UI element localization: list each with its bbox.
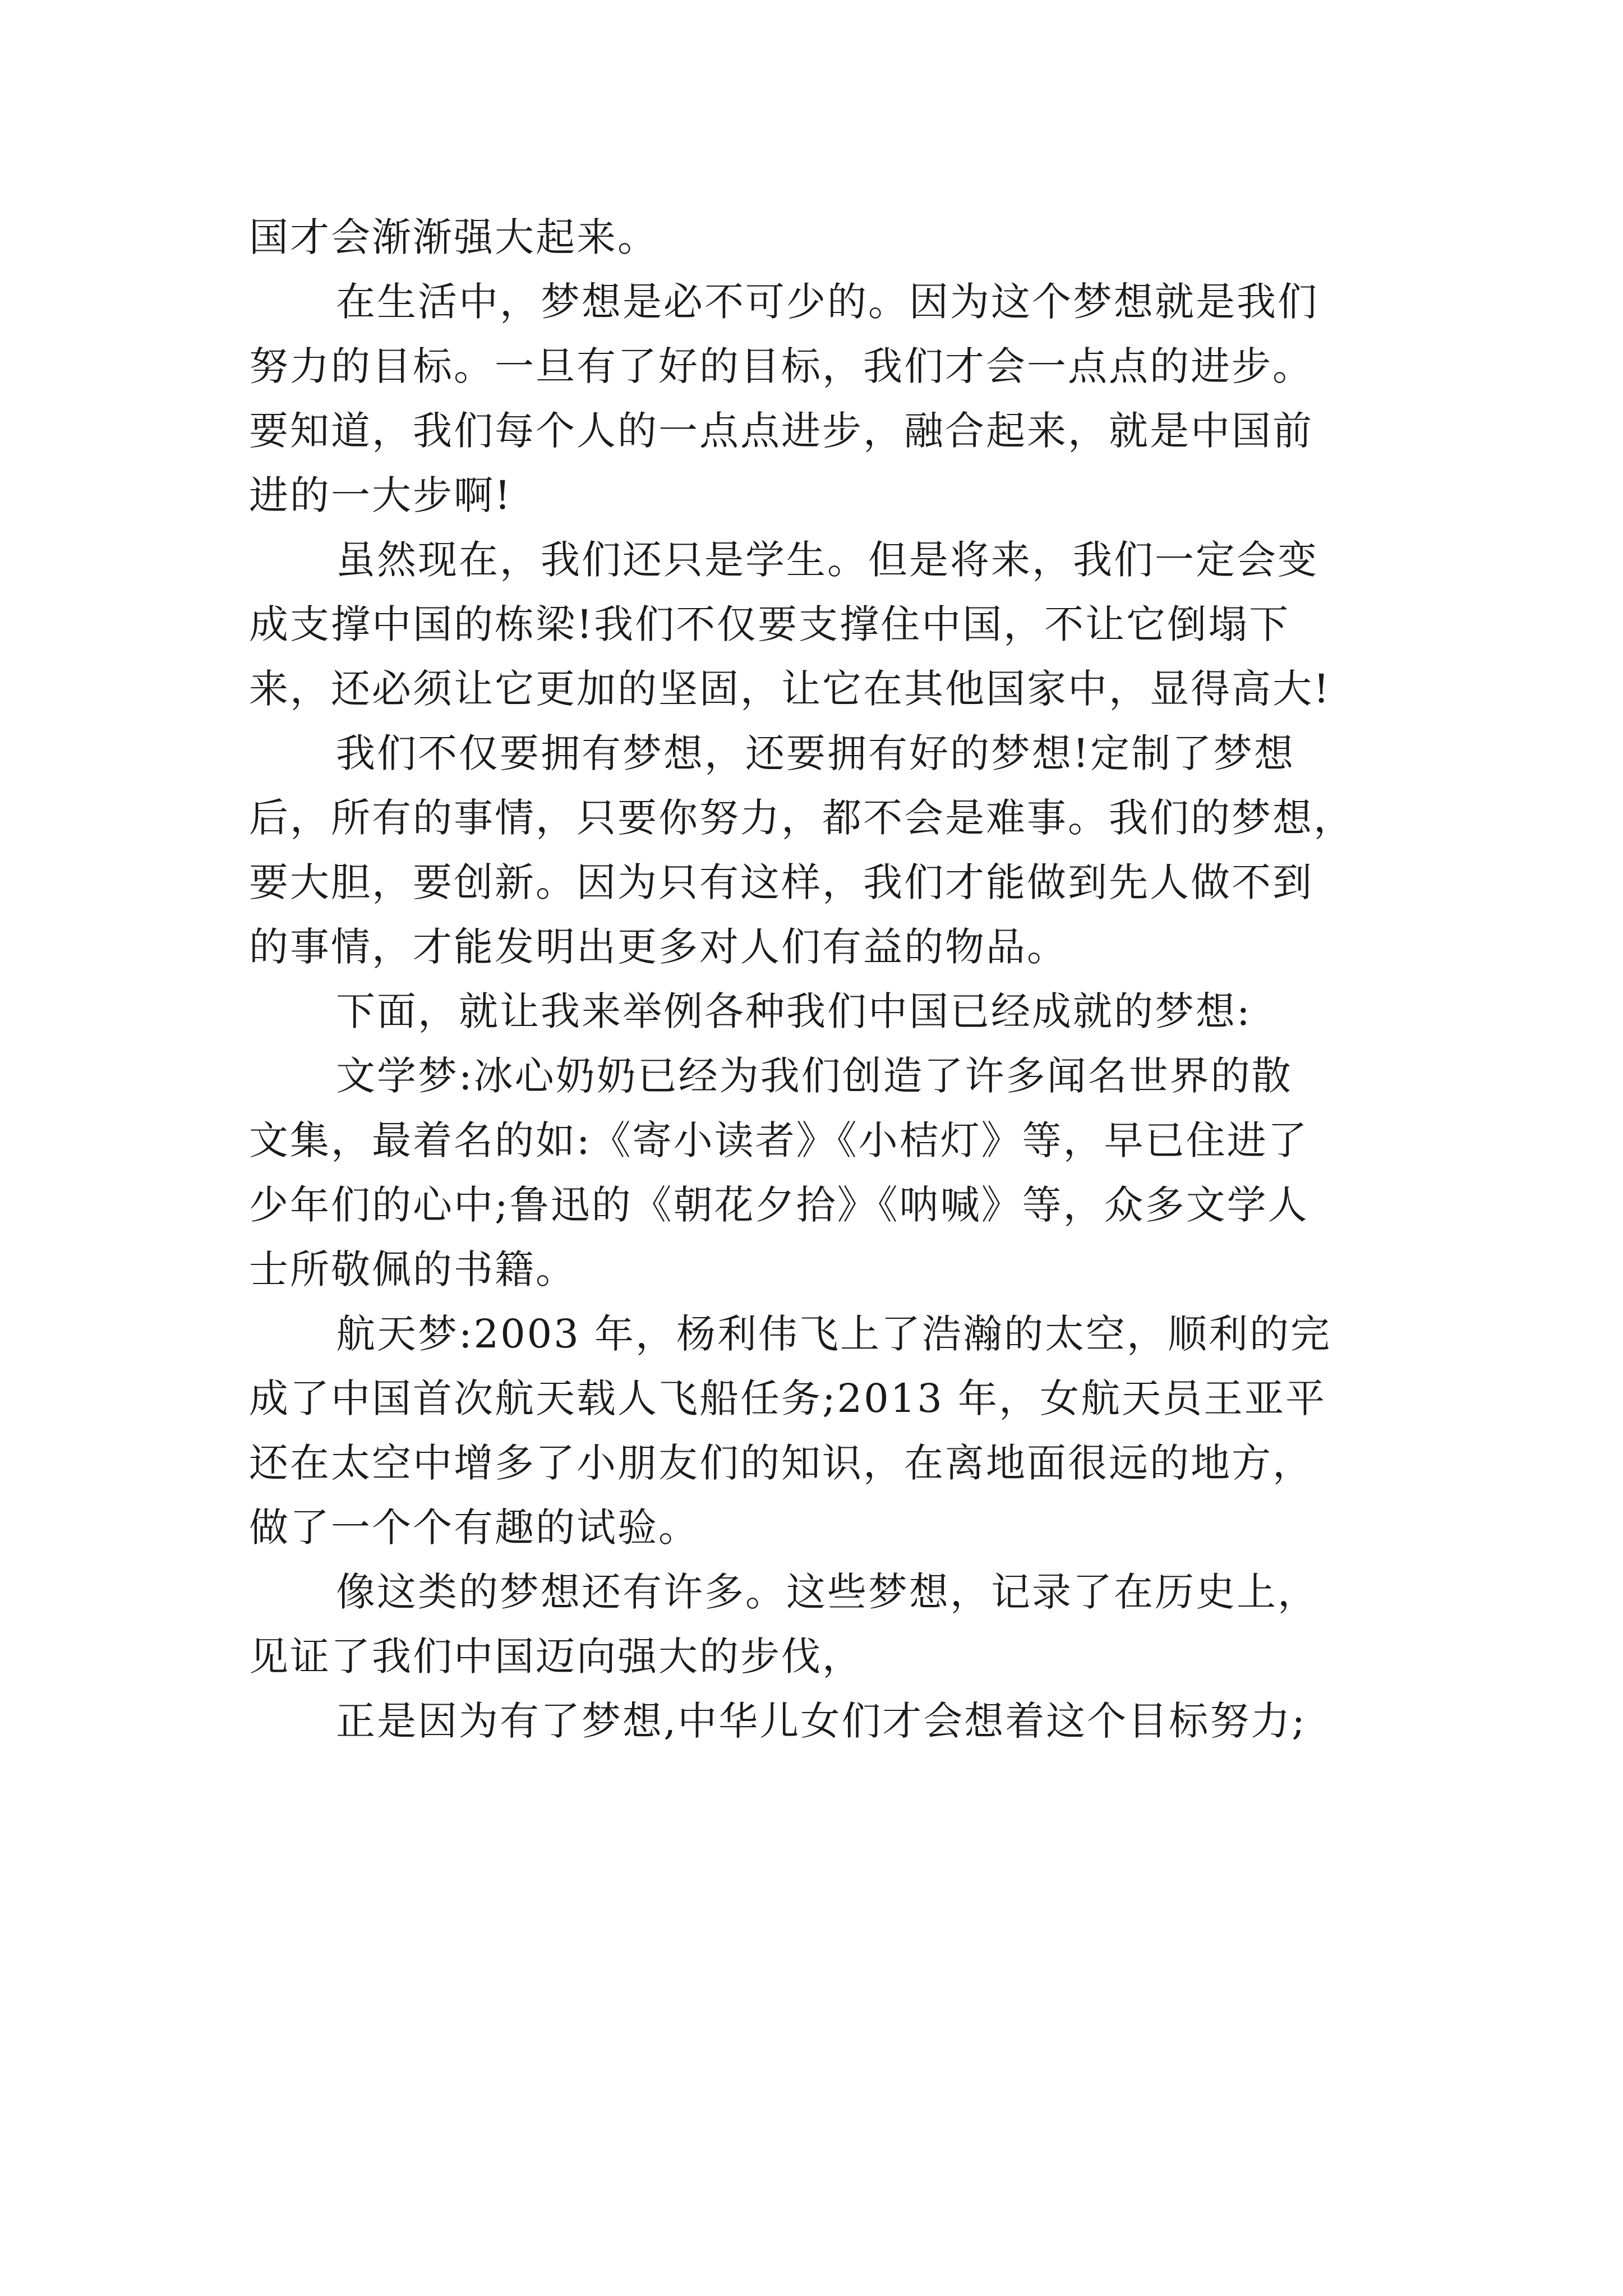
text-line: 士所敬佩的书籍。 xyxy=(249,1246,577,1292)
text-line: 还在太空中增多了小朋友们的知识，在离地面很远的地方， xyxy=(249,1440,1313,1486)
text-line: 虽然现在，我们还只是学生。但是将来，我们一定会变 xyxy=(336,537,1318,583)
text-line: 像这类的梦想还有许多。这些梦想，记录了在历史上， xyxy=(336,1569,1318,1615)
text-line: 要知道，我们每个人的一点点进步，融合起来，就是中国前 xyxy=(249,408,1313,454)
text-line: 成支撑中国的栋梁!我们不仅要支撑住中国，不让它倒塌下 xyxy=(249,601,1290,647)
text-line: 来，还必须让它更加的坚固，让它在其他国家中，显得高大! xyxy=(249,666,1331,712)
text-line: 后，所有的事情，只要你努力，都不会是难事。我们的梦想， xyxy=(249,795,1354,841)
text-line: 努力的目标。一旦有了好的目标，我们才会一点点的进步。 xyxy=(249,343,1313,389)
text-line: 少年们的心中;鲁迅的《朝花夕拾》《呐喊》等，众多文学人 xyxy=(249,1182,1309,1228)
text-line: 在生活中，梦想是必不可少的。因为这个梦想就是我们 xyxy=(336,279,1318,325)
text-line: 见证了我们中国迈向强大的步伐， xyxy=(249,1634,863,1680)
text-line: 成了中国首次航天载人飞船任务;2013 年，女航天员王亚平 xyxy=(249,1375,1326,1421)
text-line: 国才会渐渐强大起来。 xyxy=(249,214,658,260)
body-text xyxy=(249,205,1399,1754)
text-line: 我们不仅要拥有梦想，还要拥有好的梦想!定制了梦想 xyxy=(336,730,1295,776)
text-line: 要大胆，要创新。因为只有这样，我们才能做到先人做不到 xyxy=(249,859,1313,905)
text-line: 下面，就让我来举例各种我们中国已经成就的梦想: xyxy=(336,988,1252,1034)
text-line: 文集，最着名的如:《寄小读者》《小桔灯》等，早已住进了 xyxy=(249,1117,1309,1163)
text-line: 正是因为有了梦想,中华儿女们才会想着这个目标努力; xyxy=(336,1698,1307,1744)
text-line: 文学梦:冰心奶奶已经为我们创造了许多闻名世界的散 xyxy=(336,1053,1293,1099)
text-line: 做了一个个有趣的试验。 xyxy=(249,1504,699,1550)
text-line: 的事情，才能发明出更多对人们有益的物品。 xyxy=(249,924,1068,970)
text-line: 进的一大步啊! xyxy=(249,472,513,518)
text-line: 航天梦:2003 年，杨利伟飞上了浩瀚的太空，顺利的完 xyxy=(336,1311,1331,1357)
